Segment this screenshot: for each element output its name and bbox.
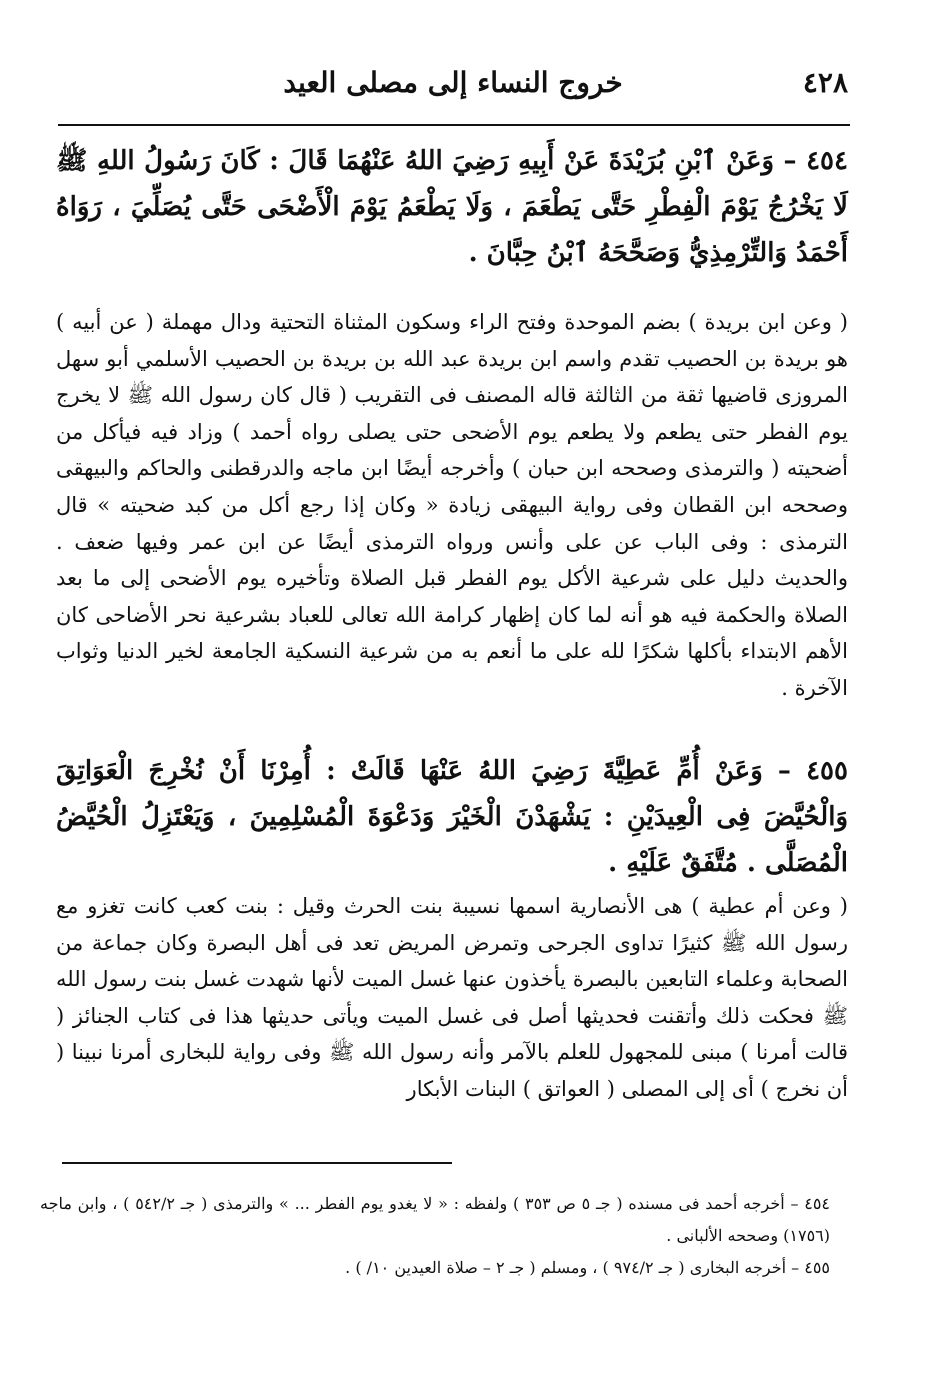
hadith-455: ٤٥٥ – وَعَنْ أُمِّ عَطِيَّةَ رَضِيَ اللهُ عَنْهَا قَالَتْ : أُمِرْنَا أَنْ نُخْرِجَ الْعَوَاتِقَ وَالْحُيَّضَ فِى الْعِيدَيْنِ : يَشْهَدْنَ الْخَيْرَ وَدَعْوَةَ الْمُسْلِمِينَ ، وَيَعْتَزِلُ الْحُيَّضُ الْمُصَلَّى . مُتَّفَقٌ عَلَيْهِ .: [56, 756, 848, 878]
hadith-454: ٤٥٤ – وَعَنْ ٱبْنِ بُرَيْدَةَ عَنْ أَبِيهِ رَضِيَ اللهُ عَنْهُمَا قَالَ : كَانَ رَسُولُ اللهِ ﷺ لَا يَخْرُجُ يَوْمَ الْفِطْرِ حَتَّى يَطْعَمَ ، وَلَا يَطْعَمُ يَوْمَ الْأَضْحَى حَتَّى يُصَلِّيَ ، رَوَاهُ أَحْمَدُ وَالتِّرْمِذِيُّ وَصَحَّحَهُ ٱبْنُ حِبَّانَ .: [56, 146, 848, 268]
footnotes: [40, 1188, 830, 1284]
running-title: خروج النساء إلى مصلى العيد: [283, 66, 623, 99]
footnote-454: ٤٥٤ – أخرجه أحمد فى مسنده ( جـ ٥ ص ٣٥٣ ) ولفظه : « لا يغدو يوم الفطر ... » والترمذى ( جـ ٥٤٢/٢ ) ، وابن ماجه (١٧٥٦) وصححه الألبانى .: [40, 1194, 830, 1245]
commentary-454: ( وعن ابن بريدة ) بضم الموحدة وفتح الراء وسكون المثناة التحتية ودال مهملة ( عن أبيه ) هو بريدة بن الحصيب تقدم واسم ابن بريدة عبد الله بن بريدة بن الحصيب الأسلمي أبو سهل المروزى قاضيها ثقة من الثالثة قاله المصنف فى التقريب ( قال كان رسول الله ﷺ لا يخرج يوم الفطر حتى يطعم ولا يطعم يوم الأضحى حتى يصلى رواه أحمد ) وزاد فيه فيأكل من أضحيته ( والترمذى وصححه ابن حبان ) وأخرجه أيضًا ابن ماجه والدرقطنى والحاكم والبيهقى وصححه ابن القطان وفى رواية البيهقى زيادة « وكان إذا رجع أكل من كبد ضحيته » قال الترمذى : وفى الباب عن على وأنس ورواه الترمذى أيضًا عن ابن عمر وفيها ضعف . والحديث دليل على شرعية الأكل يوم الفطر قبل الصلاة وتأخيره يوم الأضحى إلى ما بعد الصلاة والحكمة فيه هو أنه لما كان إظهار كرامة الله تعالى للعباد بشرعية نحر الأضاحى كان الأهم الابتداء بأكلها شكرًا لله على ما أنعم به من شرعية النسكية الجامعة لخير الدنيا وثواب الآخرة .: [56, 310, 848, 700]
footnote-rule: [62, 1162, 452, 1164]
page-number: ٤٢٨: [802, 66, 848, 99]
commentary-455: ( وعن أم عطية ) هى الأنصارية اسمها نسيبة بنت الحرث وقيل : بنت كعب كانت تغزو مع رسول الله ﷺ كثيرًا تداوى الجرحى وتمرض المريض تعد فى أهل البصرة وكان جماعة من الصحابة وعلماء التابعين بالبصرة يأخذون عنها غسل الميت لأنها شهدت غسل بنت رسول الله ﷺ فحكت ذلك وأتقنت فحديثها أصل فى غسل الميت ويأتى حديثها هذا فى كتاب الجنائز ( قالت أمرنا ) مبنى للمجهول للعلم بالآمر وأنه رسول الله ﷺ وفى رواية للبخارى أمرنا نبينا ( أن نخرج ) أى إلى المصلى ( العواتق ) البنات الأبكار: [56, 894, 848, 1101]
header-rule: [58, 124, 850, 126]
page-header: [58, 62, 848, 110]
footnote-455: ٤٥٥ – أخرجه البخارى ( جـ ٩٧٤/٢ ) ، ومسلم ( جـ ٢ – صلاة العيدين ١٠/ ) .: [345, 1258, 830, 1277]
